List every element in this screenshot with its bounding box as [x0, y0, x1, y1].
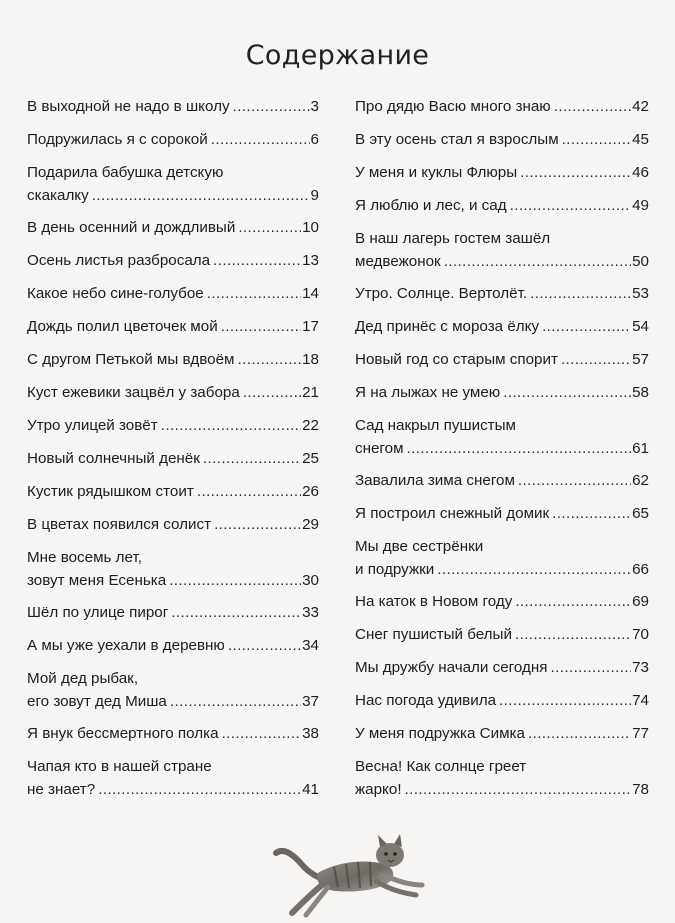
dot-leader: [92, 185, 310, 208]
toc-page-number: 45: [632, 131, 649, 148]
toc-entry-line: [355, 129, 649, 152]
toc-entry-line: [27, 283, 319, 306]
toc-entry: [355, 657, 649, 690]
toc-entry: [27, 602, 319, 635]
toc-entry-line: [27, 570, 319, 593]
toc-entry: [355, 470, 649, 503]
toc-page-number: 26: [302, 483, 319, 500]
toc-page-number: 70: [632, 626, 649, 643]
toc-entry: [27, 250, 319, 283]
toc-entry: [355, 591, 649, 624]
toc-entry-title: Подарила бабушка детскую: [27, 164, 224, 181]
toc-page-number: 49: [632, 197, 649, 214]
toc-entry: [27, 349, 319, 382]
toc-entry: [355, 349, 649, 382]
dot-leader: [233, 96, 310, 119]
toc-entry: [355, 129, 649, 162]
toc-entry-title: Мой дед рыбак,: [27, 670, 139, 687]
dot-leader: [503, 382, 631, 405]
toc-entry-line: [27, 96, 319, 119]
dot-leader: [98, 779, 301, 802]
toc-page-number: 17: [302, 318, 319, 335]
toc-entry-line: [355, 470, 649, 493]
toc-entry-title: Я построил снежный домик: [355, 505, 550, 522]
toc-entry-line: [355, 536, 649, 559]
toc-entry-title: Сад накрыл пушистым: [355, 417, 516, 434]
toc-entry: [355, 503, 649, 536]
toc-entry: [27, 448, 319, 481]
toc-entry-title: Кустик рядышком стоит: [27, 483, 194, 500]
toc-entry-line: [27, 723, 319, 746]
toc-entry: [355, 536, 649, 591]
dot-leader: [561, 349, 631, 372]
toc-entry-line: [355, 559, 649, 582]
toc-entry-title: Про дядю Васю много знаю: [355, 98, 551, 115]
toc-entry-title: Чапая кто в нашей стране: [27, 758, 212, 775]
toc-entry-title: скакалку: [27, 186, 89, 204]
toc-entry-title: Нас погода удивила: [355, 692, 497, 709]
toc-entry-line: [27, 382, 319, 405]
dot-leader: [197, 481, 301, 504]
dot-leader: [221, 316, 301, 339]
toc-entry-line: [355, 251, 649, 274]
toc-entry-title: Я внук бессмертного полка: [27, 725, 219, 742]
toc-entry: [355, 415, 649, 470]
dot-leader: [222, 723, 302, 746]
toc-entry: [27, 129, 319, 162]
jumping-cat-icon: [272, 833, 442, 923]
dot-leader: [437, 559, 631, 582]
toc-page-number: 62: [632, 472, 649, 489]
toc-entry-line: [355, 723, 649, 746]
toc-entry-title: Мы две сестрёнки: [355, 538, 484, 555]
dot-leader: [499, 690, 631, 713]
dot-leader: [407, 438, 632, 461]
toc-page-number: 46: [632, 164, 649, 181]
contents-column-left: [27, 96, 319, 811]
toc-page-number: 53: [632, 285, 649, 302]
toc-entry: [27, 283, 319, 316]
dot-leader: [213, 250, 301, 273]
toc-entry-title: Завалила зима снегом: [355, 472, 515, 489]
toc-entry: [27, 481, 319, 514]
dot-leader: [238, 217, 301, 240]
toc-entry-line: [27, 691, 319, 714]
toc-entry-line: [355, 756, 649, 779]
toc-entry-title: В цветах появился солист: [27, 516, 212, 533]
dot-leader: [238, 349, 302, 372]
toc-entry-title: Я на лыжах не умею: [355, 384, 501, 401]
toc-entry-title: его зовут дед Миша: [27, 692, 167, 710]
toc-entry: [27, 415, 319, 448]
toc-entry-title: В наш лагерь гостем зашёл: [355, 230, 551, 247]
toc-entry-line: [355, 657, 649, 680]
toc-entry-title: Утро улицей зовёт: [27, 417, 158, 434]
toc-entry: [27, 316, 319, 349]
toc-entry-title: На каток в Новом году: [355, 593, 513, 610]
toc-entry-line: [355, 283, 649, 306]
dot-leader: [550, 657, 631, 680]
toc-entry: [355, 723, 649, 756]
toc-entry-line: [27, 129, 319, 152]
toc-entry: [27, 547, 319, 602]
dot-leader: [211, 129, 310, 152]
toc-entry-title: Утро. Солнце. Вертолёт.: [355, 285, 528, 302]
dot-leader: [562, 129, 631, 152]
toc-entry-title: зовут меня Есенька: [27, 571, 167, 589]
toc-page-number: 50: [632, 252, 649, 270]
dot-leader: [161, 415, 301, 438]
dot-leader: [520, 162, 631, 185]
toc-entry-title: Снег пушистый белый: [355, 626, 512, 643]
toc-page-number: 22: [302, 417, 319, 434]
toc-entry-title: и подружки: [355, 560, 435, 578]
toc-entry-title: медвежонок: [355, 252, 441, 270]
toc-page-number: 29: [302, 516, 319, 533]
dot-leader: [552, 503, 631, 526]
toc-entry-title: Мы дружбу начали сегодня: [355, 659, 548, 676]
toc-entry-title: Подружилась я с сорокой: [27, 131, 208, 148]
toc-page-number: 73: [632, 659, 649, 676]
toc-entry-line: [27, 217, 319, 240]
toc-entry-line: [355, 624, 649, 647]
toc-entry-line: [27, 547, 319, 570]
toc-entry: [27, 382, 319, 415]
toc-entry-line: [355, 415, 649, 438]
dot-leader: [515, 624, 631, 647]
toc-entry-line: [355, 316, 649, 339]
toc-entry-title: Мне восемь лет,: [27, 549, 142, 566]
toc-entry-title: В выходной не надо в школу: [27, 98, 230, 115]
toc-entry: [355, 756, 649, 811]
toc-entry-line: [27, 415, 319, 438]
toc-page-number: 38: [302, 725, 319, 742]
toc-entry-title: Весна! Как солнце греет: [355, 758, 527, 775]
toc-entry: [355, 162, 649, 195]
toc-entry-title: снегом: [355, 439, 404, 457]
toc-entry-title: жарко!: [355, 780, 402, 798]
toc-entry-line: [355, 690, 649, 713]
toc-entry-title: В день осенний и дождливый: [27, 219, 236, 236]
toc-entry-title: Новый солнечный денёк: [27, 450, 200, 467]
toc-entry: [27, 723, 319, 756]
toc-entry-title: Шёл по улице пирог: [27, 604, 169, 621]
toc-entry: [27, 514, 319, 547]
toc-entry-line: [27, 481, 319, 504]
toc-entry: [27, 668, 319, 723]
toc-page-number: 69: [632, 593, 649, 610]
toc-entry-title: Куст ежевики зацвёл у забора: [27, 384, 240, 401]
toc-entry-line: [355, 382, 649, 405]
toc-entry-line: [27, 448, 319, 471]
toc-page-number: 33: [302, 604, 319, 621]
toc-entry-title: Новый год со старым спорит: [355, 351, 558, 368]
toc-page-number: 25: [302, 450, 319, 467]
toc-entry: [27, 756, 319, 811]
toc-page-number: 54: [632, 318, 649, 335]
page-title: Содержание: [245, 40, 430, 71]
toc-entry: [355, 690, 649, 723]
toc-entry-line: [355, 349, 649, 372]
toc-page-number: 78: [632, 780, 649, 798]
toc-entry: [27, 162, 319, 217]
dot-leader: [528, 723, 631, 746]
toc-entry-title: Дед принёс с мороза ёлку: [355, 318, 540, 335]
toc-entry-line: [27, 250, 319, 273]
toc-page-number: 41: [302, 780, 319, 798]
toc-entry-line: [27, 779, 319, 802]
toc-page-number: 77: [632, 725, 649, 742]
toc-entry-title: Какое небо сине-голубое: [27, 285, 204, 302]
toc-page-number: 65: [632, 505, 649, 522]
toc-page-number: 42: [632, 98, 649, 115]
toc-entry-title: А мы уже уехали в деревню: [27, 637, 225, 654]
toc-entry-line: [27, 349, 319, 372]
toc-page-number: 3: [310, 98, 319, 115]
contents-column-right: [355, 96, 649, 811]
dot-leader: [510, 195, 632, 218]
toc-entry-title: Дождь полил цветочек мой: [27, 318, 218, 335]
dot-leader: [214, 514, 301, 537]
dot-leader: [515, 591, 631, 614]
toc-entry-line: [355, 438, 649, 461]
toc-entry-line: [27, 635, 319, 658]
toc-entry-line: [27, 162, 319, 185]
dot-leader: [228, 635, 301, 658]
toc-page-number: 34: [302, 637, 319, 654]
dot-leader: [530, 283, 631, 306]
toc-entry-title: С другом Петькой мы вдвоём: [27, 351, 235, 368]
dot-leader: [405, 779, 632, 802]
toc-entry-line: [355, 591, 649, 614]
toc-entry: [355, 283, 649, 316]
toc-entry-line: [355, 96, 649, 119]
toc-entry: [27, 96, 319, 129]
dot-leader: [207, 283, 301, 306]
dot-leader: [170, 691, 301, 714]
toc-entry-title: Я люблю и лес, и сад: [355, 197, 507, 214]
toc-page-number: 18: [302, 351, 319, 368]
dot-leader: [444, 251, 631, 274]
toc-entry: [355, 316, 649, 349]
toc-entry-line: [27, 185, 319, 208]
toc-entry-line: [355, 503, 649, 526]
dot-leader: [169, 570, 301, 593]
toc-page-number: 61: [632, 439, 649, 457]
toc-page-number: 10: [302, 219, 319, 236]
toc-entry: [355, 195, 649, 228]
dot-leader: [171, 602, 301, 625]
dot-leader: [518, 470, 631, 493]
toc-entry-line: [27, 668, 319, 691]
dot-leader: [554, 96, 631, 119]
toc-page-number: 58: [632, 384, 649, 401]
toc-entry-line: [355, 195, 649, 218]
toc-page-number: 57: [632, 351, 649, 368]
toc-entry-title: В эту осень стал я взрослым: [355, 131, 559, 148]
toc-page-number: 66: [632, 560, 649, 578]
toc-page-number: 30: [302, 571, 319, 589]
toc-entry-line: [27, 316, 319, 339]
toc-entry-title: Осень листья разбросала: [27, 252, 211, 269]
toc-entry: [355, 382, 649, 415]
dot-leader: [542, 316, 631, 339]
toc-entry-line: [355, 162, 649, 185]
toc-entry-title: У меня подружка Симка: [355, 725, 525, 742]
toc-page-number: 37: [302, 692, 319, 710]
toc-entry-line: [27, 756, 319, 779]
toc-entry-title: У меня и куклы Флюры: [355, 164, 518, 181]
toc-page-number: 13: [302, 252, 319, 269]
toc-entry-line: [27, 514, 319, 537]
toc-entry: [355, 228, 649, 283]
toc-page-number: 74: [632, 692, 649, 709]
toc-page-number: 14: [302, 285, 319, 302]
toc-page-number: 9: [310, 186, 319, 204]
toc-entry: [355, 624, 649, 657]
toc-entry-title: не знает?: [27, 780, 96, 798]
toc-page-number: 21: [302, 384, 319, 401]
toc-entry-line: [355, 779, 649, 802]
dot-leader: [203, 448, 301, 471]
toc-entry: [27, 635, 319, 668]
toc-entry: [355, 96, 649, 129]
toc-page-number: 6: [310, 131, 319, 148]
toc-entry-line: [27, 602, 319, 625]
toc-entry-line: [355, 228, 649, 251]
toc-entry: [27, 217, 319, 250]
dot-leader: [243, 382, 301, 405]
